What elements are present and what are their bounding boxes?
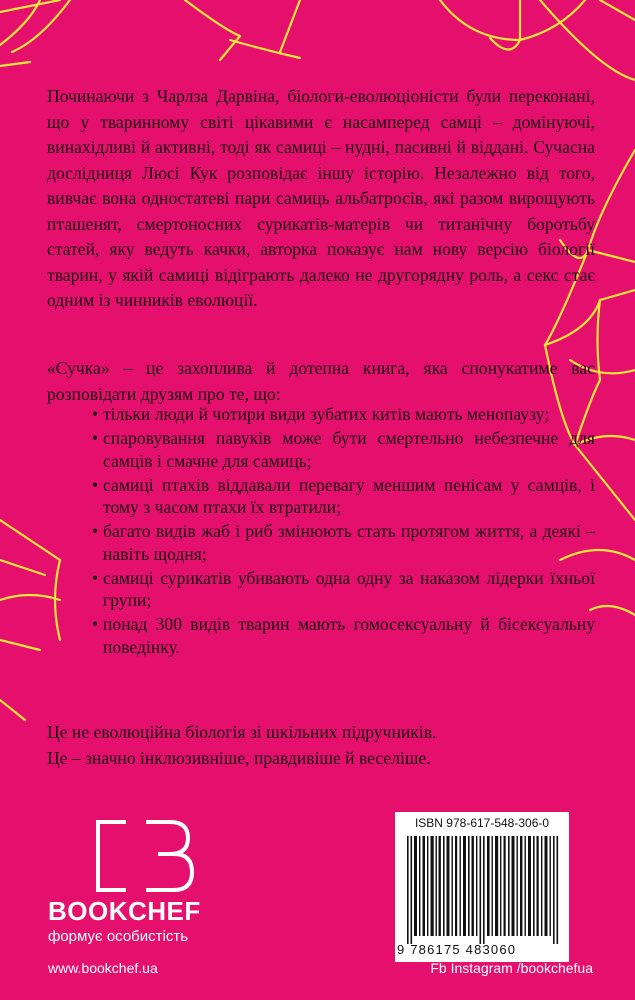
- list-item: • багато видів жаб і риб змінюють стать протягом життя, а деякі – навіть щодня;: [103, 520, 595, 565]
- barcode-icon: [403, 836, 561, 944]
- publisher-website: www.bookchef.ua: [48, 960, 158, 976]
- barcode-digits: 9 786175 483060: [397, 942, 517, 957]
- list-item: • спаровування павуків може бути смертельно небезпечне для самців і смачне для самиць;: [103, 427, 595, 472]
- list-item: • самиці птахів віддавали перевагу меншим пенісам у самців, і тому з часом птахи їх втратили;: [103, 474, 595, 519]
- closing-line-2: Це – значно інклюзивніше, правдивіше й веселіше.: [47, 747, 431, 768]
- isbn-barcode-box: [395, 812, 569, 962]
- list-item: • тільки люди й чотири види зубатих китів мають менопаузу;: [103, 403, 595, 426]
- closing-line-1: Це не еволюційна біологія зі шкільних підручників.: [47, 722, 437, 742]
- bookchef-logo-mark: [92, 818, 202, 898]
- facts-list: [103, 403, 595, 660]
- list-item: • понад 300 видів тварин мають гомосексуальну й бісексуальну поведінку.: [103, 613, 595, 658]
- isbn-label: ISBN 978-617-548-306-0: [414, 816, 550, 830]
- publisher-social: Fb Instagram /bookchefua: [430, 960, 593, 976]
- closing-statement: [47, 720, 595, 771]
- intro-paragraph: Починаючи з Чарлза Дарвіна, біологи-еволюціоністи були переконані, що у тваринному світі цікавими є насамперед самці – домінуючі, винахідливі й активні, тоді як самиці – нудні, пасивні й віддані. Сучасна дослідниця Люсі Кук розповідає іншу історію. Незалежно від того, вивчає вона одностатеві пари самиць альбатросів, які разом вирощують пташенят, смертоносних сурикатів-матерів чи титанічну боротьбу статей, яку ведуть качки, авторка показує нам нову версію біології тварин, у якій самиці відіграють далеко не другорядну роль, а секс стає одним із чинників еволюції.: [47, 86, 595, 310]
- book-quote-intro: «Сучка» – це захоплива й дотепна книга, яка спонукатиме вас розповідати друзям про те, що:: [47, 358, 595, 404]
- publisher-tagline: формує особистість: [48, 928, 189, 945]
- list-item: • самиці сурикатів убивають одна одну за наказом лідерки їхньої групи;: [103, 567, 595, 612]
- publisher-name: BOOKCHEF: [48, 896, 201, 926]
